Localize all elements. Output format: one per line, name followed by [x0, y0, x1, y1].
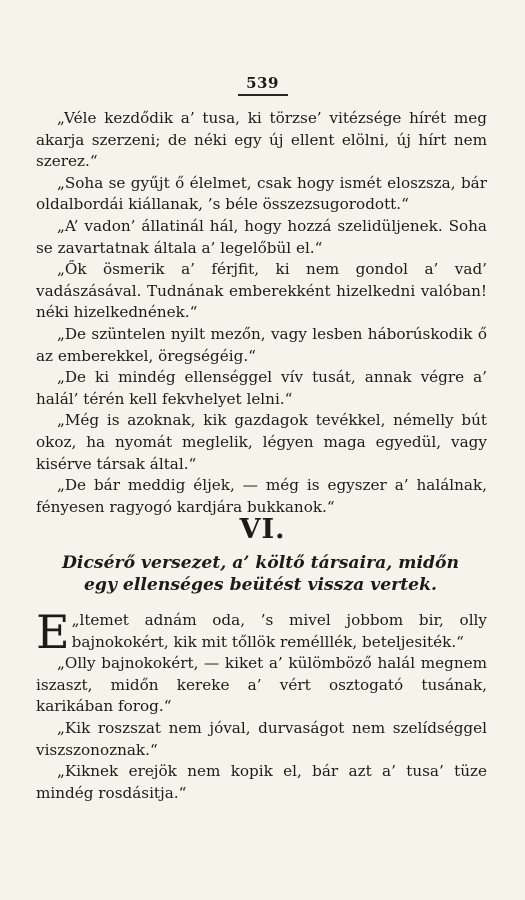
paragraph: „Még is azoknak, kik gazdagok tevékkel, némelly bút okoz, ha nyomát meglelik, légyen maga egyedül, vagy kisérve társak által.“ — [36, 411, 487, 473]
opening-quote: „ — [71, 611, 80, 629]
paragraph: „Kik roszszat nem jóval, durvaságot nem szelídséggel viszszonoznak.“ — [36, 718, 487, 759]
lower-text-block — [36, 605, 487, 804]
section-title — [30, 552, 491, 596]
paragraph: „Kiknek erejök nem kopik el, bár azt a’ tusa’ tüze mindég rosdásitja.“ — [36, 762, 487, 802]
paragraph-text: ltemet adnám oda, ’s mivel jobbom bir, olly bajnokokért, kik mit tőllök remélllék, beteljesiték.“ — [71, 611, 487, 651]
page-number: 539 — [246, 74, 279, 92]
paragraph: „A’ vadon’ állatinál hál, hogy hozzá szelidüljenek. Soha se zavartatnak általa a’ legelőbül el.“ — [36, 216, 487, 257]
paragraph: „Soha se gyűjt ő élelmet, csak hogy ismét eloszsza, bár oldalbordái kiállanak, ’s béle összezsugorodott.“ — [36, 173, 487, 214]
paragraph: „Olly bajnokokért, — kiket a’ külömböző halál megnem iszaszt, midőn kereke a’ vért osztogató tusának, karikában forog.“ — [36, 654, 487, 716]
section-title-line: Dicsérő versezet, a’ költő társaira, midőn — [62, 553, 459, 573]
paragraph: „De bár meddig éljek, — még is egyszer a’ halálnak, fényesen ragyogó kardjára bukkanok.“ — [36, 476, 487, 516]
paragraph-with-drop-cap — [36, 605, 487, 659]
paragraph: „De szüntelen nyilt mezőn, vagy lesben háborúskodik ő az emberekkel, öregségéig.“ — [36, 324, 487, 365]
section-title-line: egy ellenséges beütést vissza vertek. — [84, 575, 437, 595]
page-number-rule — [238, 94, 288, 96]
paragraph: „Véle kezdődik a’ tusa, ki törzse’ vitézsége hírét meg akarja szerzeni; de néki egy új ellent elölni, új hírt nem szerez.“ — [36, 109, 487, 171]
paragraph: „De ki mindég ellenséggel vív tusát, annak végre a’ halál’ térén kell fekvhelyet lelni.“ — [36, 368, 487, 408]
paragraph: „Ők ösmerik a’ férjfit, ki nem gondol a’ vad’ vadászásával. Tudnának emberekként hizelkedni valóban! néki hizelkednének.“ — [36, 260, 487, 322]
drop-cap: E — [36, 605, 70, 659]
section-heading: VI. — [239, 514, 286, 545]
upper-text-block — [36, 108, 487, 518]
